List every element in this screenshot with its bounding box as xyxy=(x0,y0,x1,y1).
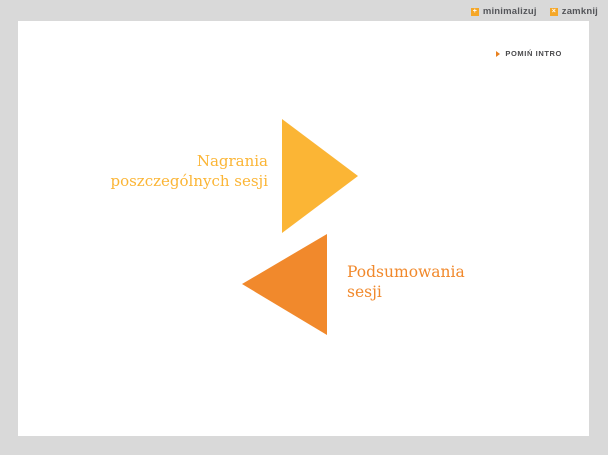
minimize-button-label[interactable]: minimalizuj xyxy=(482,6,537,17)
menu-item-recordings-label[interactable] xyxy=(110,151,268,191)
close-button-label[interactable]: zamknij xyxy=(561,6,598,17)
menu-item-recordings-line1[interactable]: Nagrania xyxy=(196,152,268,170)
close-button[interactable] xyxy=(550,6,598,17)
right-arrow-icon xyxy=(496,51,500,57)
skip-intro-link[interactable] xyxy=(496,49,562,58)
minimize-square-icon[interactable]: + xyxy=(472,7,477,15)
play-right-triangle-recordings[interactable] xyxy=(282,119,358,233)
close-square-icon[interactable]: × xyxy=(551,7,556,15)
menu-item-recordings-line2[interactable]: poszczególnych sesji xyxy=(110,172,268,190)
menu-item-summaries-line2[interactable]: sesji xyxy=(347,283,382,301)
skip-intro-label[interactable]: POMIŃ INTRO xyxy=(505,49,562,58)
menu-item-summaries-line1[interactable]: Podsumowania xyxy=(347,263,465,281)
play-left-triangle-summaries[interactable] xyxy=(242,234,327,335)
minimize-button[interactable] xyxy=(471,6,537,17)
menu-item-summaries-label[interactable] xyxy=(347,262,465,302)
window-controls xyxy=(471,6,598,17)
intro-stage-panel xyxy=(18,21,589,436)
